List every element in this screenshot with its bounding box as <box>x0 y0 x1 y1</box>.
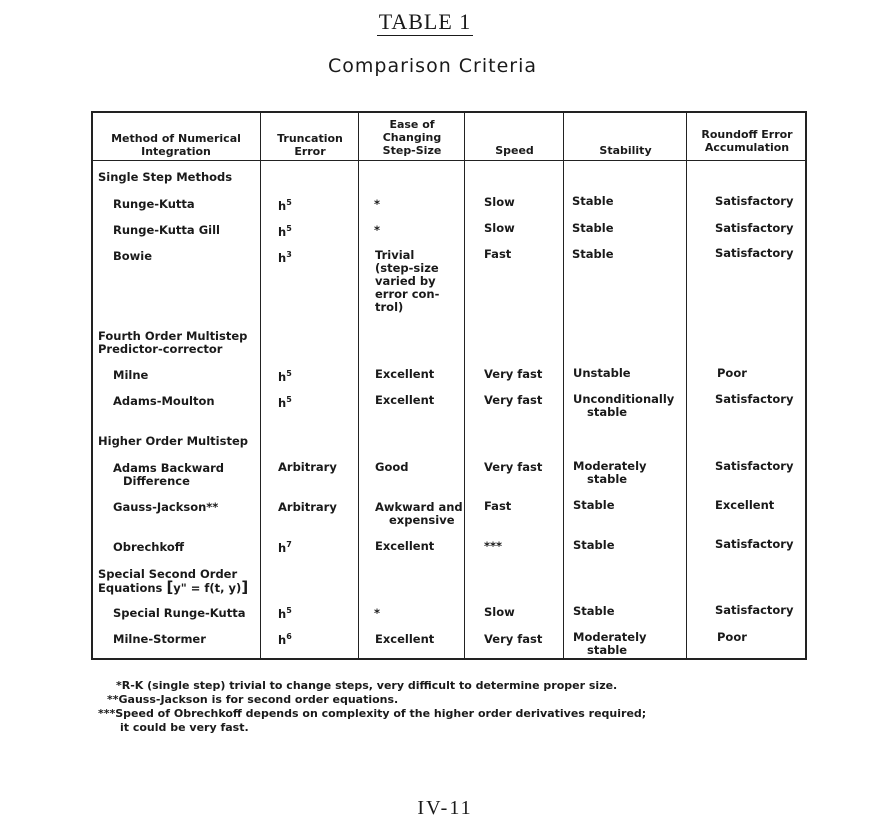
group-label-higher-order: Higher Order Multistep <box>98 434 248 448</box>
roundoff-value: Excellent <box>715 498 775 512</box>
stability-value: Unconditionally stable <box>573 392 675 419</box>
ease-value: Excellent <box>375 632 435 646</box>
roundoff-value: Satisfactory <box>715 459 794 473</box>
ease-value: * <box>374 223 381 237</box>
roundoff-value: Poor <box>717 630 747 644</box>
speed-value: Slow <box>484 195 515 209</box>
roundoff-value: Satisfactory <box>715 537 794 551</box>
roundoff-value: Satisfactory <box>715 392 794 406</box>
group-label-special-second-order: Special Second Order Equations [y" = f(t, y)] <box>98 567 249 596</box>
speed-value: *** <box>484 539 503 553</box>
speed-value: Fast <box>484 499 512 513</box>
truncation-error: $h^5$ <box>278 606 292 621</box>
roundoff-value: Satisfactory <box>715 246 794 260</box>
footnote-rk: *R-K (single step) trivial to change steps, very difficult to determine proper size. <box>116 679 618 692</box>
method-name: Gauss-Jackson** <box>113 500 219 514</box>
stability-value: Stable <box>572 247 614 261</box>
column-divider <box>464 111 465 660</box>
stability-value: Stable <box>573 538 615 552</box>
truncation-error: $h^5$ <box>278 198 292 213</box>
truncation-error: $h^3$ <box>278 250 292 265</box>
method-name: Adams Backward Difference <box>113 461 225 488</box>
speed-value: Very fast <box>484 393 543 407</box>
speed-value: Slow <box>484 221 515 235</box>
table-subtitle: Comparison Criteria <box>327 55 538 77</box>
method-name: Adams-Moulton <box>113 394 215 408</box>
header-roundoff-error: Roundoff Error Accumulation <box>701 128 793 154</box>
group-label-fourth-order: Fourth Order Multistep Predictor-corrector <box>98 329 248 356</box>
footnote-obrechkoff: ***Speed of Obrechkoff depends on complexity of the higher order derivatives required; <box>98 707 647 720</box>
ease-value: Excellent <box>375 367 435 381</box>
page-number: IV-11 <box>417 797 473 819</box>
method-name: Milne-Stormer <box>113 632 206 646</box>
method-name: Milne <box>113 368 149 382</box>
ease-value: Awkward and expensive <box>375 500 463 527</box>
roundoff-value: Satisfactory <box>715 194 794 208</box>
speed-value: Very fast <box>484 632 543 646</box>
stability-value: Moderately stable <box>573 630 647 657</box>
stability-value: Stable <box>573 604 615 618</box>
header-speed: Speed <box>495 144 534 157</box>
method-name: Runge-Kutta Gill <box>113 223 220 237</box>
method-name: Special Runge-Kutta <box>113 606 246 620</box>
truncation-error: $h^5$ <box>278 224 292 239</box>
truncation-error: $h^5$ <box>278 369 292 384</box>
speed-value: Very fast <box>484 367 543 381</box>
ease-value: Trivial (step-size varied by error con- trol) <box>375 248 440 314</box>
speed-value: Slow <box>484 605 515 619</box>
speed-value: Fast <box>484 247 512 261</box>
column-divider <box>563 111 564 660</box>
column-divider <box>686 111 687 660</box>
header-truncation-error: Truncation Error <box>277 132 343 158</box>
header-divider <box>91 160 807 161</box>
column-divider <box>358 111 359 660</box>
ease-value: * <box>374 197 381 211</box>
table-title: TABLE 1 <box>378 9 472 34</box>
stability-value: Stable <box>573 498 615 512</box>
footnote-obrechkoff-continued: it could be very fast. <box>120 721 249 734</box>
truncation-error: Arbitrary <box>278 460 337 474</box>
roundoff-value: Satisfactory <box>715 221 794 235</box>
stability-value: Unstable <box>573 366 631 380</box>
footnote-gauss-jackson: **Gauss-Jackson is for second order equations. <box>107 693 399 706</box>
truncation-error: Arbitrary <box>278 500 337 514</box>
ease-value: Excellent <box>375 539 435 553</box>
ease-value: Excellent <box>375 393 435 407</box>
ease-value: * <box>374 606 381 620</box>
speed-value: Very fast <box>484 460 543 474</box>
header-method: Method of Numerical Integration <box>111 132 241 158</box>
truncation-error: $h^7$ <box>278 540 292 555</box>
truncation-error: $h^5$ <box>278 395 292 410</box>
ease-value: Good <box>375 460 409 474</box>
differential-equation: y" = f(t, y) <box>173 581 242 595</box>
column-divider <box>260 111 261 660</box>
truncation-error: $h^6$ <box>278 632 292 647</box>
roundoff-value: Poor <box>717 366 747 380</box>
method-name: Runge-Kutta <box>113 197 195 211</box>
stability-value: Stable <box>572 221 614 235</box>
stability-value: Stable <box>572 194 614 208</box>
method-name: Obrechkoff <box>113 540 185 554</box>
header-stability: Stability <box>599 144 652 157</box>
header-ease-of-changing: Ease of Changing Step-Size <box>382 118 442 157</box>
roundoff-value: Satisfactory <box>715 603 794 617</box>
stability-value: Moderately stable <box>573 459 647 486</box>
method-name: Bowie <box>113 249 153 263</box>
group-label-single-step: Single Step Methods <box>98 170 233 184</box>
